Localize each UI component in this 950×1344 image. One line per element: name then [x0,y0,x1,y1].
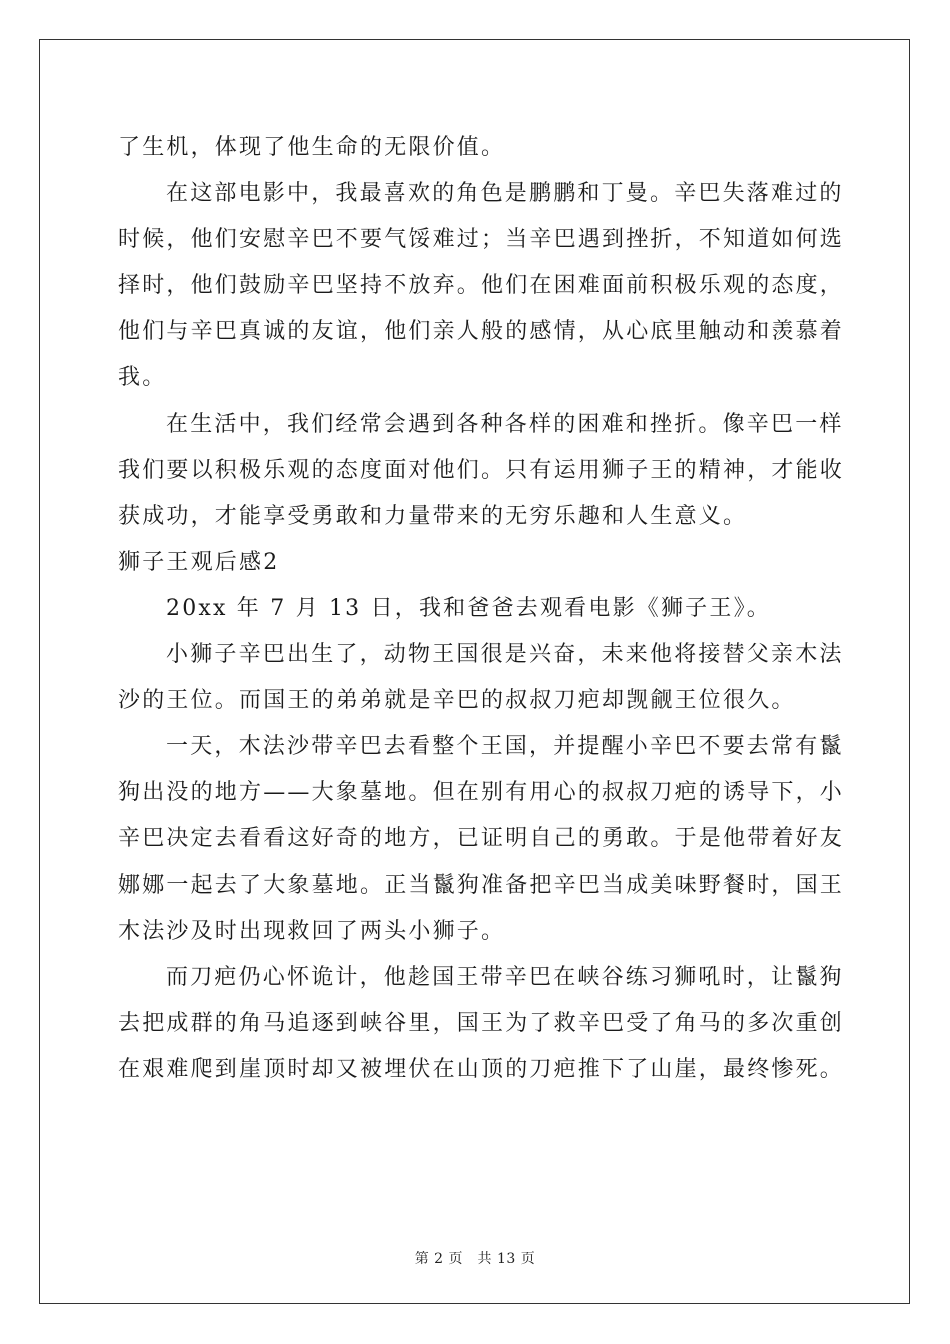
text-line: 了生机，体现了他生命的无限价值。 [118,135,506,160]
text-line: 狗出没的地方——大象墓地。但在别有用心的叔叔刀疤的诱导下，小 [118,780,845,806]
text-line: 娜娜一起去了大象墓地。正当鬣狗准备把辛巴当成美味野餐时，国王 [118,872,845,898]
text-line: 在这部电影中，我最喜欢的角色是鹏鹏和丁曼。辛巴失落难过的 [166,181,844,207]
section-heading: 狮子王观后感2 [118,549,280,575]
text-line: 小狮子辛巴出生了，动物王国很是兴奋，未来他将接替父亲木法 [166,642,844,668]
text-line: 时候，他们安慰辛巴不要气馁难过；当辛巴遇到挫折，不知道如何选 [118,227,845,253]
text-line: 他们与辛巴真诚的友谊，他们亲人般的感情，从心底里触动和羡慕着 [118,319,845,345]
text-line: 而刀疤仍心怀诡计，他趁国王带辛巴在峡谷练习狮吼时，让鬣狗 [166,964,844,990]
text-line: 我。 [118,365,167,391]
page-number-footer: 第 2 页 共 13 页 [414,1251,536,1267]
text-line: 择时，他们鼓励辛巴坚持不放弃。他们在困难面前积极乐观的态度， [118,273,845,299]
text-line: 在生活中，我们经常会遇到各种各样的困难和挫折。像辛巴一样 [166,411,844,437]
text-line: 在艰难爬到崖顶时却又被埋伏在山顶的刀疤推下了山崖，最终惨死。 [118,1056,845,1082]
text-line: 辛巴决定去看看这好奇的地方，已证明自己的勇敢。于是他带着好友 [118,826,845,852]
document-body [118,125,845,1093]
text-line: 获成功，才能享受勇敢和力量带来的无穷乐趣和人生意义。 [118,503,748,529]
text-line: 20xx 年 7 月 13 日，我和爸爸去观看电影《狮子王》。 [166,595,771,621]
text-line: 我们要以积极乐观的态度面对他们。只有运用狮子王的精神，才能收 [118,457,845,483]
text-line: 去把成群的角马追逐到峡谷里，国王为了救辛巴受了角马的多次重创 [118,1010,845,1036]
text-line: 木法沙及时出现救回了两头小狮子。 [118,918,506,944]
text-line: 沙的王位。而国王的弟弟就是辛巴的叔叔刀疤却觊觎王位很久。 [118,688,796,714]
text-line: 一天，木法沙带辛巴去看整个王国，并提醒小辛巴不要去常有鬣 [166,734,844,760]
